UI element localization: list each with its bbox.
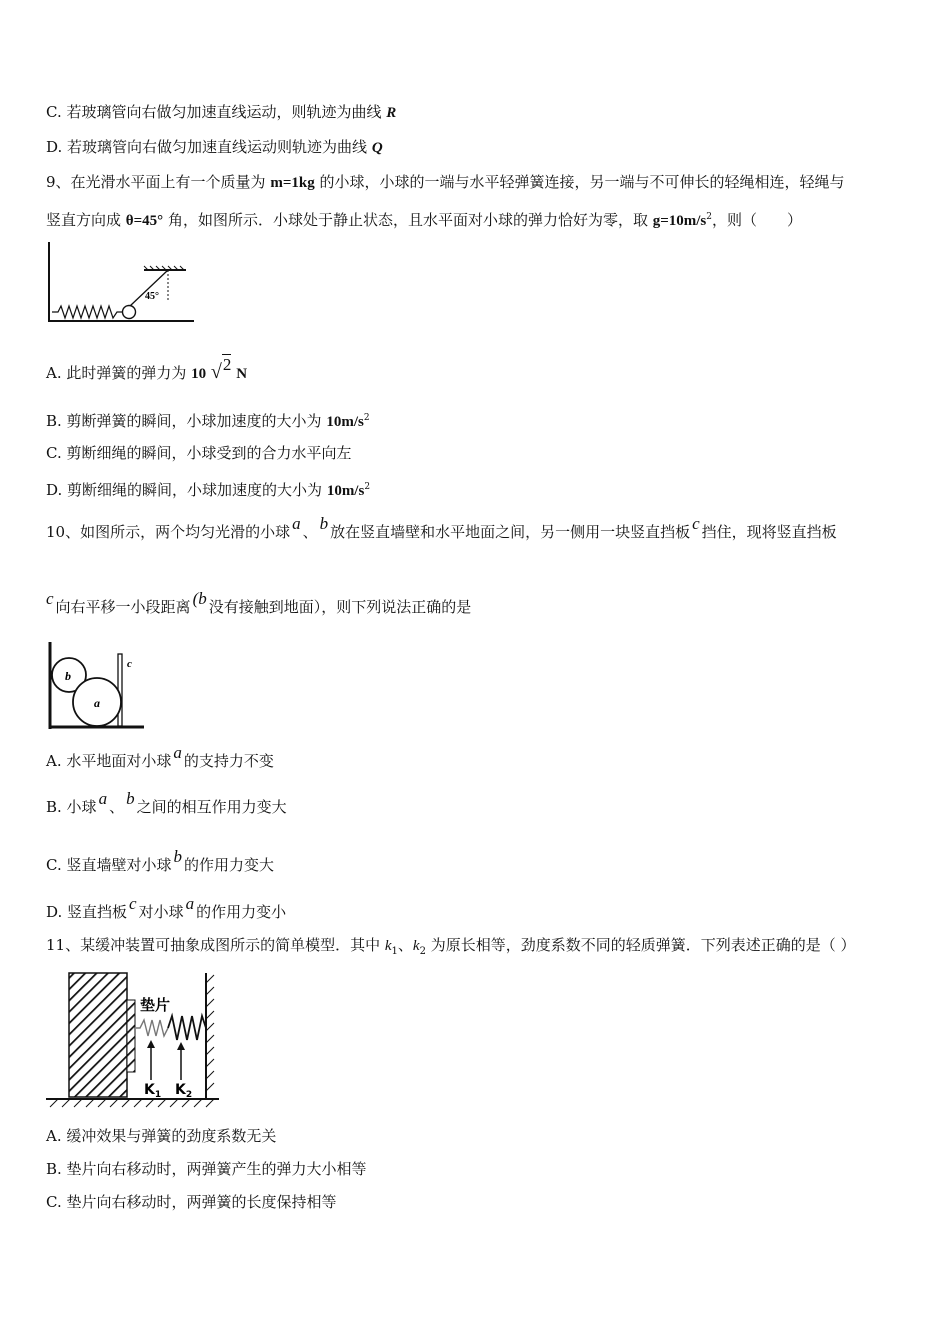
- option-text: C. 若玻璃管向右做匀加速直线运动，则轨迹为曲线: [46, 103, 387, 121]
- sqrt-expression: √2: [210, 355, 232, 383]
- q11-stem: [46, 935, 856, 962]
- accel-value: 10m/s: [326, 483, 365, 499]
- text: 竖直方向成: [46, 211, 126, 229]
- q10-figure: [44, 640, 149, 732]
- text: 10、如图所示，两个均匀光滑的小球: [46, 523, 291, 541]
- text: A. 缓冲效果与弹簧的劲度系数无关: [46, 1127, 277, 1145]
- radicand: 2: [222, 355, 232, 374]
- sym-b: b: [126, 789, 135, 808]
- text: A. 水平地面对小球: [46, 752, 172, 770]
- sym-b: b: [173, 847, 182, 866]
- text: B. 垫片向右移动时，两弹簧产生的弹力大小相等: [46, 1160, 367, 1178]
- text: 的支持力不变: [183, 752, 274, 770]
- q9-option-d: [46, 477, 370, 501]
- k2: k: [412, 938, 420, 954]
- sub: 1: [391, 946, 398, 957]
- text: ，则（ ）: [712, 211, 803, 229]
- option-d-q8: [46, 137, 383, 158]
- text: C. 垫片向右移动时，两弹簧的长度保持相等: [46, 1193, 337, 1211]
- board-c-label: c: [127, 658, 132, 670]
- pad-label: 垫片: [140, 996, 171, 1014]
- option-text: D. 若玻璃管向右做匀加速直线运动则轨迹为曲线: [46, 138, 372, 156]
- text: 之间的相互作用力变大: [136, 798, 287, 816]
- sym-c: c: [46, 589, 54, 608]
- sym-c: c: [129, 894, 137, 913]
- q9-option-c: [46, 443, 351, 463]
- k1-fig-label: [144, 1082, 161, 1100]
- q10-option-a: [46, 743, 274, 771]
- sub: 2: [185, 1090, 193, 1100]
- sym-a: a: [292, 514, 301, 533]
- q10-option-d: [46, 894, 287, 922]
- ball-b-label: b: [65, 669, 71, 683]
- q11-option-b: [46, 1159, 367, 1179]
- sym-b: b: [319, 514, 329, 533]
- var-r: R: [386, 105, 397, 121]
- q9-option-b: [46, 408, 370, 432]
- q10-stem-line2: [46, 589, 472, 617]
- paren: (: [192, 589, 199, 608]
- ball-a-label: a: [94, 696, 100, 710]
- sym-c: c: [692, 514, 700, 533]
- text: 对小球: [138, 903, 184, 921]
- sym-b: b: [198, 589, 207, 608]
- text: D. 剪断细绳的瞬间，小球加速度的大小为: [46, 481, 327, 499]
- text: 的作用力变大: [183, 856, 274, 874]
- text: C. 剪断细绳的瞬间，小球受到的合力水平向左: [46, 444, 352, 462]
- sep: 、: [302, 523, 318, 541]
- text: 为原长相等，劲度系数不同的轻质弹簧．下列表述正确的是（ ）: [425, 936, 856, 954]
- text: 向右平移一小段距离: [55, 598, 191, 616]
- num: 10: [191, 366, 207, 382]
- sub: 1: [154, 1090, 162, 1100]
- q11-figure: [44, 968, 222, 1110]
- text: 挡住，现将竖直挡板: [701, 523, 837, 541]
- text: 没有接触到地面），则下列说法正确的是: [208, 598, 472, 616]
- q9-figure: [44, 240, 199, 328]
- g-value: g=10m/s: [652, 213, 707, 229]
- text: 的小球，小球的一端与水平轻弹簧连接，另一端与不可伸长的轻绳相连，轻绳与: [314, 173, 845, 191]
- q11-option-c: [46, 1192, 336, 1212]
- q10-option-c: [46, 847, 274, 875]
- sub: 2: [419, 946, 426, 957]
- sym-a: a: [185, 894, 195, 913]
- theta-value: θ=45°: [125, 213, 164, 229]
- option-c-q8: [46, 102, 396, 123]
- text: 的作用力变小: [196, 903, 287, 921]
- q9-stem-line2: [46, 207, 802, 231]
- sep: 、: [109, 798, 125, 816]
- text: 11、某缓冲装置可抽象成图所示的简单模型．其中: [46, 936, 385, 954]
- sym-a: a: [98, 789, 108, 808]
- k: K: [175, 1082, 186, 1098]
- q10-stem-line1: [46, 514, 837, 542]
- exp: 2: [364, 482, 371, 492]
- k2-fig-label: [175, 1082, 192, 1100]
- q9-stem-line1: [46, 172, 845, 193]
- q9-option-a: [46, 355, 248, 384]
- accel-value: 10m/s: [326, 414, 364, 430]
- text: A. 此时弹簧的弹力为: [46, 364, 192, 382]
- k: K: [144, 1082, 155, 1098]
- exp: 2: [706, 212, 713, 222]
- text: D. 竖直挡板: [46, 903, 128, 921]
- unit: N: [236, 366, 248, 382]
- sep: 、: [397, 936, 413, 954]
- angle-label: 45°: [145, 291, 159, 302]
- text: 9、在光滑水平面上有一个质量为: [46, 173, 271, 191]
- q10-option-b: [46, 789, 287, 817]
- text: B. 小球: [46, 798, 97, 816]
- text: B. 剪断弹簧的瞬间，小球加速度的大小为: [46, 412, 327, 430]
- q11-option-a: [46, 1126, 276, 1146]
- text: 角，如图所示．小球处于静止状态，且水平面对小球的弹力恰好为零，取: [163, 211, 653, 229]
- text: 放在竖直墙壁和水平地面之间，另一侧用一块竖直挡板: [330, 523, 691, 541]
- k1: k: [384, 938, 392, 954]
- var-q: Q: [371, 140, 383, 156]
- text: C. 竖直墙壁对小球: [46, 856, 172, 874]
- exp: 2: [363, 413, 370, 423]
- sym-a: a: [173, 743, 182, 762]
- mass-value: m=1kg: [270, 175, 315, 191]
